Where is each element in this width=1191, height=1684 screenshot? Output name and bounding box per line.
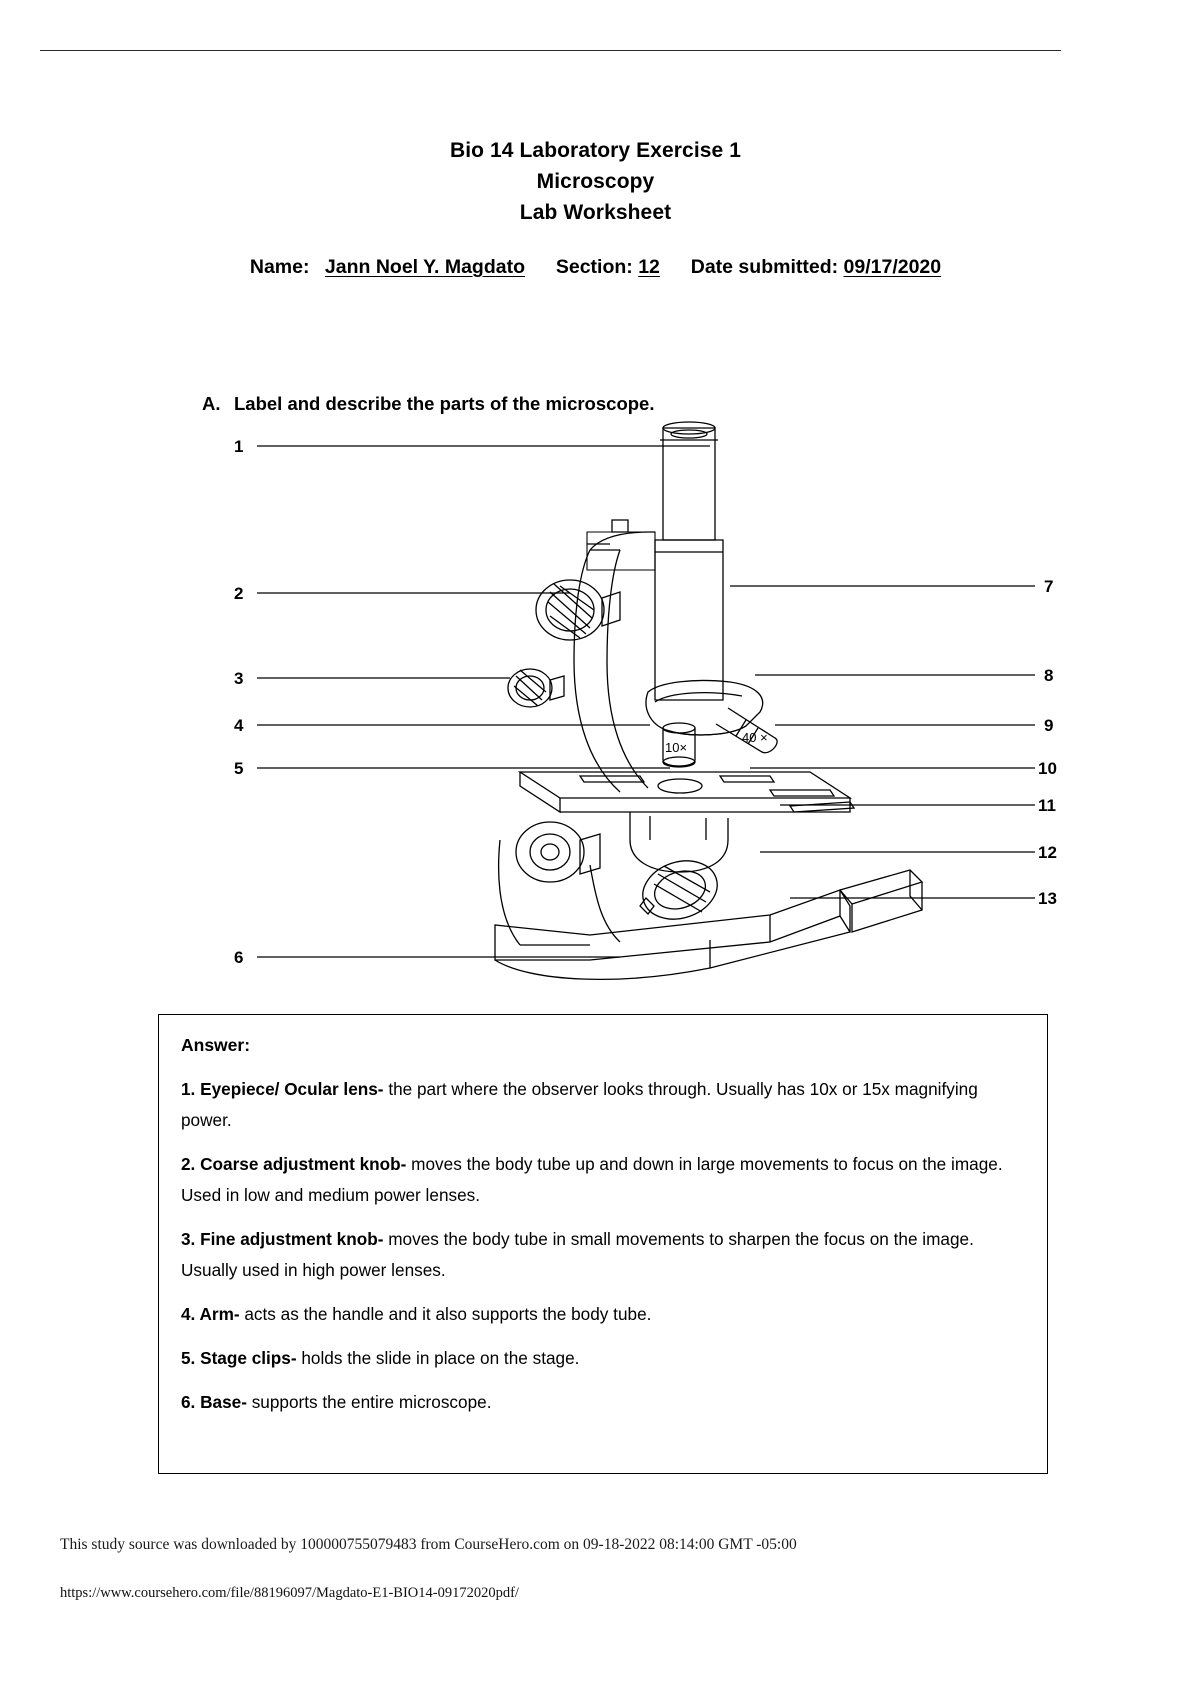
answer-description: acts as the handle and it also supports the body tube. xyxy=(239,1304,652,1324)
diagram-label-7: 7 xyxy=(1044,577,1054,596)
page-title xyxy=(0,135,1191,228)
answer-box xyxy=(158,1014,1048,1474)
answer-item xyxy=(181,1224,1021,1286)
diagram-label-13: 13 xyxy=(1038,889,1057,908)
objective-40x-label: 40 × xyxy=(742,730,768,745)
objective-10x-label: 10× xyxy=(665,740,688,755)
section-a-letter: A. xyxy=(202,393,221,414)
answer-item xyxy=(181,1299,1021,1330)
student-info-line xyxy=(0,256,1191,279)
section-a-instruction: Label and describe the parts of the microscope. xyxy=(234,393,655,414)
date-value: 09/17/2020 xyxy=(843,256,942,278)
diagram-label-10: 10 xyxy=(1038,759,1057,778)
answer-description: the part where the observer looks through. Usually has 10x or 15x magnifying power. xyxy=(181,1079,978,1130)
diagram-label-8: 8 xyxy=(1044,666,1054,685)
diagram-label-1: 1 xyxy=(234,437,244,456)
diagram-label-6: 6 xyxy=(234,948,244,967)
answer-term: 5. Stage clips- xyxy=(181,1348,297,1368)
answer-description: moves the body tube up and down in large movements to focus on the image. Used in low and medium power lenses. xyxy=(181,1154,1003,1205)
answer-term: 3. Fine adjustment knob- xyxy=(181,1229,384,1249)
microscope-diagram xyxy=(150,420,1070,1010)
name-label: Name: xyxy=(249,256,310,278)
title-line-1: Bio 14 Laboratory Exercise 1 xyxy=(449,139,742,162)
answer-term: 4. Arm- xyxy=(181,1304,240,1324)
answer-item xyxy=(181,1149,1021,1211)
name-value: Jann Noel Y. Magdato xyxy=(324,256,525,278)
diagram-label-2: 2 xyxy=(234,584,244,603)
diagram-label-3: 3 xyxy=(234,669,244,688)
answer-term: 6. Base- xyxy=(181,1392,247,1412)
section-label: Section: xyxy=(555,256,633,278)
answer-description: supports the entire microscope. xyxy=(246,1392,492,1412)
diagram-label-5: 5 xyxy=(234,759,244,778)
diagram-label-11: 11 xyxy=(1038,796,1056,815)
title-line-2: Microscopy xyxy=(536,170,655,193)
answer-term: 1. Eyepiece/ Ocular lens- xyxy=(181,1079,384,1099)
answer-term: 2. Coarse adjustment knob- xyxy=(181,1154,407,1174)
answer-item xyxy=(181,1074,1021,1136)
diagram-label-9: 9 xyxy=(1044,716,1054,735)
answer-item xyxy=(181,1343,1021,1374)
header-divider xyxy=(40,50,1061,51)
answer-description: moves the body tube in small movements to sharpen the focus on the image. Usually used in high power lenses. xyxy=(181,1229,974,1280)
diagram-label-4: 4 xyxy=(234,716,244,735)
source-url[interactable]: https://www.coursehero.com/file/88196097/Magdato-E1-BIO14-09172020pdf/ xyxy=(60,1585,519,1601)
section-value: 12 xyxy=(638,256,660,278)
diagram-label-12: 12 xyxy=(1038,843,1057,862)
answer-description: holds the slide in place on the stage. xyxy=(296,1348,580,1368)
title-line-3: Lab Worksheet xyxy=(519,201,672,224)
answer-heading: Answer: xyxy=(181,1035,251,1055)
coursehero-watermark: This study source was downloaded by 100000755079483 from CourseHero.com on 09-18-2022 08:14:00 GMT -05:00 xyxy=(60,1536,797,1553)
date-label: Date submitted: xyxy=(690,256,839,278)
answer-item xyxy=(181,1387,1021,1418)
section-a-heading xyxy=(202,393,654,415)
